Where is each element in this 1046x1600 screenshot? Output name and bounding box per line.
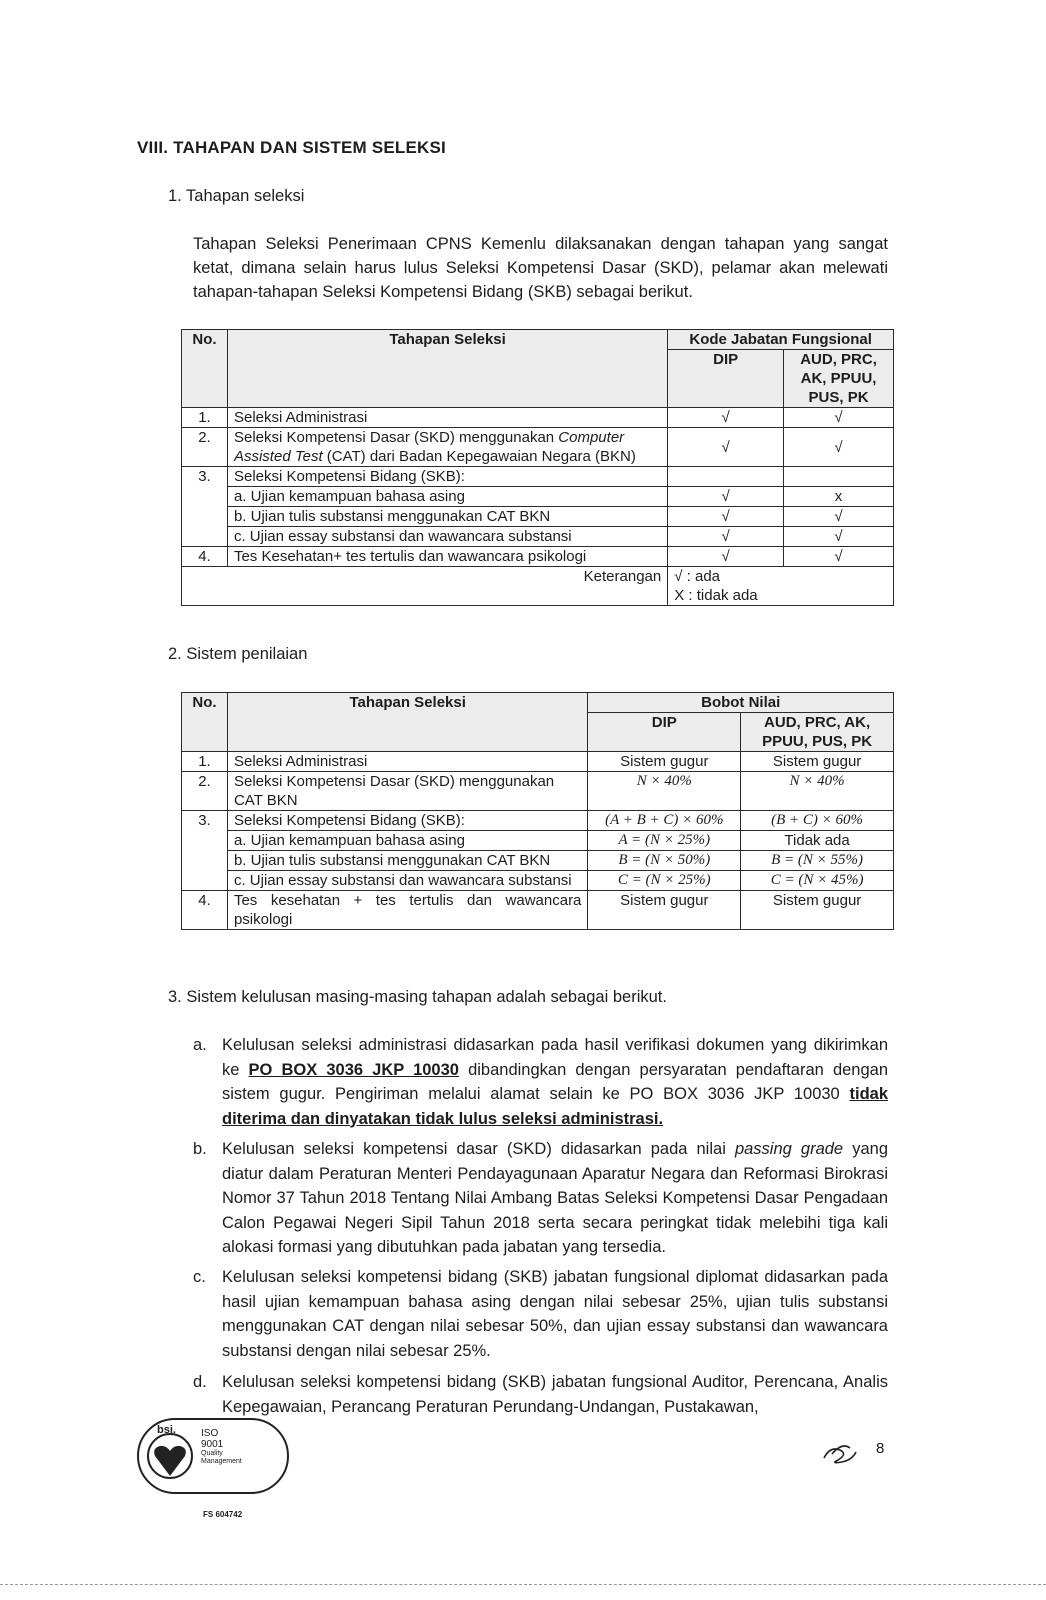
table-row xyxy=(182,752,894,772)
row-aud: Sistem gugur xyxy=(741,752,894,772)
intro-paragraph: Tahapan Seleksi Penerimaan CPNS Kemenlu dilaksanakan dengan tahapan yang sangat ketat, dimana selain harus lulus Seleksi Kompetensi Dasar (SKD), pelamar akan melewati tahapan-tahapan Seleksi Kompetensi Bidang (SKB) sebagai berikut. xyxy=(193,235,888,301)
header-aud: AUD, PRC, AK, PPUU, PUS, PK xyxy=(784,350,894,408)
paragraph-text: Kelulusan seleksi kompetensi bidang (SKB) jabatan fungsional diplomat didasarkan pada hasil ujian kemampuan bahasa asing dengan nilai sebesar 25%, ujian tulis substansi menggunakan CAT dengan nilai sebesar 50%, dan ujian essay substansi dan wawancara substansi dengan nilai sebesar 25%. xyxy=(222,1268,888,1360)
table-row xyxy=(182,772,894,811)
text: Kelulusan seleksi kompetensi dasar (SKD) didasarkan pada nilai xyxy=(222,1140,735,1158)
row-aud: √ xyxy=(784,507,894,527)
section-title: VIII. TAHAPAN DAN SISTEM SELEKSI xyxy=(137,138,446,157)
row-label: Seleksi Kompetensi Bidang (SKB): xyxy=(227,467,667,487)
row-label: a. Ujian kemampuan bahasa asing xyxy=(227,487,667,507)
row-no: 3. xyxy=(182,811,228,891)
row-aud: √ xyxy=(784,408,894,428)
row-dip: √ xyxy=(668,527,784,547)
row-label: Seleksi Kompetensi Bidang (SKB): xyxy=(227,811,587,831)
iso-text: ISO xyxy=(201,1428,219,1439)
page-number: 8 xyxy=(876,1440,885,1457)
table-row xyxy=(182,891,894,930)
row-aud: (B + C) × 60% xyxy=(741,811,894,831)
text: Kelulusan seleksi administrasi didasarkan pada hasil verifikasi dokumen yang dikirimkan ke xyxy=(222,1036,888,1079)
management-text: Management xyxy=(201,1458,242,1465)
table-row xyxy=(182,428,894,467)
empty-cell xyxy=(784,467,894,487)
row-aud: N × 40% xyxy=(741,772,894,811)
row-label: Seleksi Kompetensi Dasar (SKD) menggunakan CAT BKN xyxy=(227,772,587,811)
row-aud: x xyxy=(784,487,894,507)
divider xyxy=(0,1584,1046,1585)
row-dip: √ xyxy=(668,408,784,428)
label-italic: Computer Assisted Test xyxy=(233,429,625,465)
paragraph-b xyxy=(193,1137,888,1260)
row-aud: C = (N × 45%) xyxy=(741,871,894,891)
row-aud: √ xyxy=(784,428,894,467)
row-dip: Sistem gugur xyxy=(588,891,741,930)
legend-tidak-ada: X : tidak ada xyxy=(674,587,758,604)
row-label: Seleksi Administrasi xyxy=(227,752,587,772)
list-marker: d. xyxy=(193,1373,207,1391)
subsection-title-penilaian: 2. Sistem penilaian xyxy=(168,645,308,663)
paragraph-d xyxy=(193,1370,888,1419)
row-no: 4. xyxy=(182,891,228,930)
header-dip: DIP xyxy=(668,350,784,408)
row-aud: B = (N × 55%) xyxy=(741,851,894,871)
row-dip: √ xyxy=(668,547,784,567)
table-row xyxy=(182,487,894,507)
tahapan-seleksi-table xyxy=(181,329,894,606)
row-no: 1. xyxy=(182,752,228,772)
iso-certification-logo xyxy=(137,1418,287,1526)
row-dip: C = (N × 25%) xyxy=(588,871,741,891)
paraf-initial-icon xyxy=(820,1438,860,1468)
table-row xyxy=(182,408,894,428)
row-label: b. Ujian tulis substansi menggunakan CAT BKN xyxy=(227,507,667,527)
paragraph-a xyxy=(193,1033,888,1131)
sistem-penilaian-table xyxy=(181,692,894,930)
quality-text: Quality xyxy=(201,1450,223,1457)
label-text: (CAT) dari Badan Kepegawaian Negara (BKN) xyxy=(322,448,636,465)
text: yang diatur dalam Peraturan Menteri Pendayagunaan Aparatur Negara dan Reformasi Birokrasi Nomor 37 Tahun 2018 Tentang Nilai Ambang Batas Seleksi Kompetensi Dasar Pengadaan Calon Pegawai Negeri Sipil Tahun 2018 serta secara peringkat tidak melebihi tiga kali alokasi formasi yang dibutuhkan pada jabatan yang tersedia. xyxy=(222,1140,888,1256)
paragraph-text xyxy=(222,1033,888,1131)
po-box-address: PO BOX 3036 JKP 10030 xyxy=(248,1060,459,1079)
header-dip: DIP xyxy=(588,713,741,752)
row-dip: A = (N × 25%) xyxy=(588,831,741,851)
header-kode-jabatan: Kode Jabatan Fungsional xyxy=(668,330,894,350)
keterangan-legend xyxy=(668,567,894,606)
italic-term: passing grade xyxy=(734,1140,844,1158)
row-label: c. Ujian essay substansi dan wawancara substansi xyxy=(227,871,587,891)
legend-ada: √ : ada xyxy=(674,568,721,585)
row-dip: N × 40% xyxy=(588,772,741,811)
label-text: Seleksi Kompetensi Dasar (SKD) menggunakan xyxy=(233,429,559,446)
row-no: 4. xyxy=(182,547,228,567)
header-bobot-nilai: Bobot Nilai xyxy=(588,693,894,713)
subsection-title-tahapan: 1. Tahapan seleksi xyxy=(168,187,305,205)
table-row xyxy=(182,851,894,871)
table-row xyxy=(182,467,894,487)
row-label: Tes kesehatan + tes tertulis dan wawancara psikologi xyxy=(227,891,587,930)
row-label: c. Ujian essay substansi dan wawancara substansi xyxy=(227,527,667,547)
row-label: b. Ujian tulis substansi menggunakan CAT BKN xyxy=(227,851,587,871)
bsi-label: bsi. xyxy=(157,1424,176,1436)
row-aud: Tidak ada xyxy=(741,831,894,851)
row-dip: Sistem gugur xyxy=(588,752,741,772)
row-dip: √ xyxy=(668,487,784,507)
row-label: a. Ujian kemampuan bahasa asing xyxy=(227,831,587,851)
table-row xyxy=(182,507,894,527)
row-aud: Sistem gugur xyxy=(741,891,894,930)
emphasis-text: tidak diterima dan dinyatakan tidak lulus seleksi administrasi. xyxy=(222,1085,888,1128)
row-label: Tes Kesehatan+ tes tertulis dan wawancara psikologi xyxy=(227,547,667,567)
row-dip: B = (N × 50%) xyxy=(588,851,741,871)
table-row xyxy=(182,871,894,891)
row-label: Seleksi Administrasi xyxy=(227,408,667,428)
row-label xyxy=(227,428,667,467)
list-marker: c. xyxy=(193,1268,206,1286)
row-no: 2. xyxy=(182,772,228,811)
table-row xyxy=(182,547,894,567)
table-row xyxy=(182,831,894,851)
iso-label xyxy=(201,1428,242,1466)
row-aud: √ xyxy=(784,547,894,567)
keterangan-label: Keterangan xyxy=(182,567,668,606)
iso-number: 9001 xyxy=(201,1439,224,1450)
row-dip: √ xyxy=(668,428,784,467)
header-no: No. xyxy=(182,330,228,408)
empty-cell xyxy=(668,467,784,487)
row-no: 3. xyxy=(182,467,228,547)
table-row xyxy=(182,527,894,547)
table-row-keterangan xyxy=(182,567,894,606)
row-dip: √ xyxy=(668,507,784,527)
subsection-title-kelulusan: 3. Sistem kelulusan masing-masing tahapan adalah sebagai berikut. xyxy=(168,988,667,1006)
list-marker: b. xyxy=(193,1140,207,1158)
paragraph-text xyxy=(222,1137,888,1260)
certificate-number: FS 604742 xyxy=(203,1510,243,1519)
row-dip: (A + B + C) × 60% xyxy=(588,811,741,831)
header-tahapan: Tahapan Seleksi xyxy=(227,693,587,752)
row-no: 2. xyxy=(182,428,228,467)
text: dibandingkan dengan persyaratan pendaftaran dengan sistem gugur. Pengiriman melalui alamat selain ke PO BOX 3036 JKP 10030 xyxy=(222,1060,889,1103)
row-aud: √ xyxy=(784,527,894,547)
header-no: No. xyxy=(182,693,228,752)
row-no: 1. xyxy=(182,408,228,428)
paragraph-c xyxy=(193,1265,888,1363)
header-tahapan: Tahapan Seleksi xyxy=(227,330,667,408)
paragraph-text: Kelulusan seleksi kompetensi bidang (SKB) jabatan fungsional Auditor, Perencana, Analis Kepegawaian, Perancang Peraturan Perundang-Undangan, Pustakawan, xyxy=(222,1373,888,1416)
table-row xyxy=(182,811,894,831)
list-marker: a. xyxy=(193,1036,207,1054)
header-aud: AUD, PRC, AK, PPUU, PUS, PK xyxy=(741,713,894,752)
